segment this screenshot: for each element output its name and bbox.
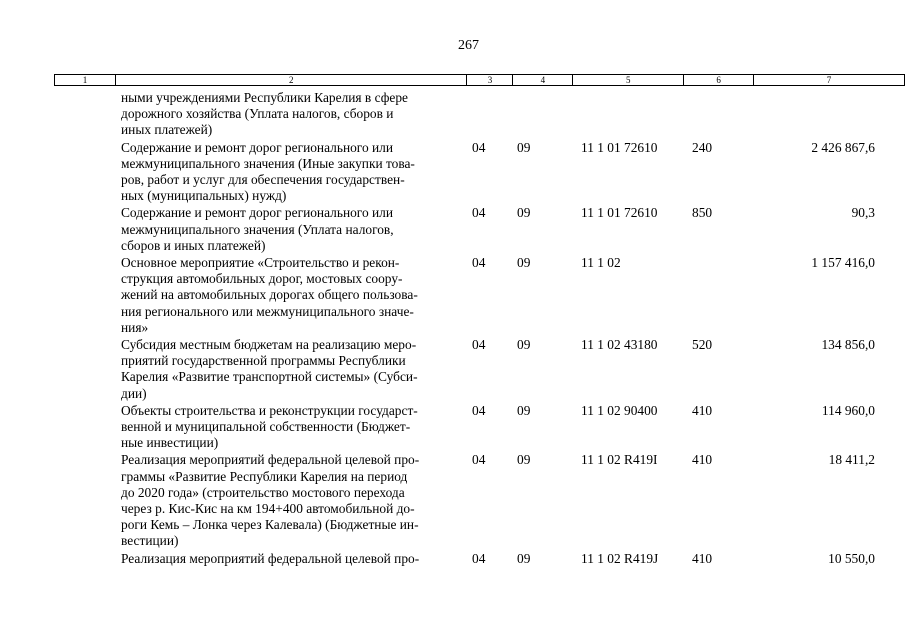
row-name [121, 140, 466, 205]
row-name-line: Содержание и ремонт дорог регионального или [121, 205, 394, 221]
row-name-line: граммы «Развитие Республики Карелия на период [121, 468, 408, 484]
row-expense-type: 410 [692, 402, 713, 418]
row-name-line: ния регионального или межмуниципального значе- [121, 303, 414, 319]
row-section: 04 [472, 139, 486, 155]
row-expense-type: 240 [692, 139, 713, 155]
header-col-1: 1 [55, 75, 116, 86]
row-name-line: дорожного хозяйства (Уплата налогов, сборов и [121, 106, 394, 122]
row-name [121, 452, 466, 549]
row-name-line: жений на автомобильных дорогах общего пользова- [121, 287, 418, 303]
row-name-line: ные инвестиции) [121, 435, 219, 451]
table-row [0, 452, 905, 549]
row-target-article: 11 1 01 72610 [581, 139, 658, 155]
row-subsection: 09 [517, 255, 531, 271]
row-name-line: Содержание и ремонт дорог регионального или [121, 139, 394, 155]
budget-table-body [0, 90, 905, 567]
row-name-line: дии) [121, 385, 147, 401]
row-target-article: 11 1 02 R419I [581, 452, 658, 468]
page-number: 267 [458, 38, 479, 53]
header-col-3: 3 [467, 75, 513, 86]
row-name-line: струкция автомобильных дорог, мостовых соору- [121, 271, 403, 287]
row-name-line: вестиции) [121, 533, 179, 549]
row-amount: 114 960,0 [821, 402, 875, 418]
row-name-line: ров, работ и услуг для обеспечения государствен- [121, 172, 405, 188]
row-amount: 1 157 416,0 [811, 255, 875, 271]
row-section: 04 [472, 550, 486, 566]
row-section: 04 [472, 205, 486, 221]
row-name-line: межмуниципального значения (Иные закупки това- [121, 155, 415, 171]
row-name-line: Реализация мероприятий федеральной целевой про- [121, 452, 420, 468]
row-name-line: межмуниципального значения (Уплата налогов, [121, 221, 394, 237]
row-section: 04 [472, 402, 486, 418]
table-row [0, 551, 905, 567]
row-subsection: 09 [517, 402, 531, 418]
row-subsection: 09 [517, 205, 531, 221]
row-subsection: 09 [517, 452, 531, 468]
row-amount: 2 426 867,6 [811, 139, 875, 155]
row-name-line: до 2020 года» (строительство мостового перехода [121, 484, 405, 500]
row-section: 04 [472, 337, 486, 353]
row-name [121, 90, 466, 139]
row-name-line: Реализация мероприятий федеральной целевой про- [121, 550, 420, 566]
row-name-line: ными учреждениями Республики Карелия в сфере [121, 90, 408, 105]
row-name [121, 255, 466, 336]
row-target-article: 11 1 01 72610 [581, 205, 658, 221]
row-name-line: Карелия «Развитие транспортной системы» (Субси- [121, 369, 418, 385]
row-expense-type: 850 [692, 205, 713, 221]
header-row [55, 75, 905, 86]
row-name [121, 403, 466, 452]
row-target-article: 11 1 02 R419J [581, 550, 659, 566]
row-name-line: приятий государственной программы Республики [121, 353, 406, 369]
row-name-line: сборов и иных платежей) [121, 237, 266, 253]
row-subsection: 09 [517, 139, 531, 155]
row-name-line: ных (муниципальных) нужд) [121, 188, 287, 204]
row-name-line: ния» [121, 319, 149, 335]
row-amount: 134 856,0 [821, 337, 875, 353]
table-row [0, 205, 905, 254]
row-name [121, 551, 466, 567]
row-section: 04 [472, 452, 486, 468]
row-target-article: 11 1 02 43180 [581, 337, 658, 353]
row-name [121, 205, 466, 254]
row-section: 04 [472, 255, 486, 271]
row-name-line: Субсидия местным бюджетам на реализацию меро- [121, 337, 417, 353]
row-expense-type: 410 [692, 452, 713, 468]
row-expense-type: 520 [692, 337, 713, 353]
header-col-7: 7 [754, 75, 905, 86]
row-name-line: Объекты строительства и реконструкции государст- [121, 402, 418, 418]
row-name-line: иных платежей) [121, 122, 213, 138]
row-name-line: Основное мероприятие «Строительство и рекон- [121, 255, 400, 271]
table-row [0, 90, 905, 139]
row-name [121, 337, 466, 402]
row-amount: 18 411,2 [828, 452, 875, 468]
row-subsection: 09 [517, 550, 531, 566]
table-row [0, 255, 905, 336]
row-target-article: 11 1 02 90400 [581, 402, 658, 418]
table-row [0, 337, 905, 402]
header-col-5: 5 [573, 75, 684, 86]
row-amount: 90,3 [851, 205, 875, 221]
row-amount: 10 550,0 [828, 550, 875, 566]
table-row [0, 403, 905, 452]
row-name-line: венной и муниципальной собственности (Бюджет- [121, 419, 411, 435]
row-name-line: роги Кемь – Лонка через Калевала) (Бюджетные ин- [121, 517, 419, 533]
header-col-2: 2 [115, 75, 467, 86]
column-number-header [54, 74, 905, 86]
header-col-6: 6 [684, 75, 754, 86]
table-row [0, 140, 905, 205]
row-expense-type: 410 [692, 550, 713, 566]
row-subsection: 09 [517, 337, 531, 353]
header-col-4: 4 [513, 75, 573, 86]
row-name-line: через р. Кис-Кис на км 194+400 автомобильной до- [121, 501, 415, 517]
row-target-article: 11 1 02 [581, 255, 621, 271]
